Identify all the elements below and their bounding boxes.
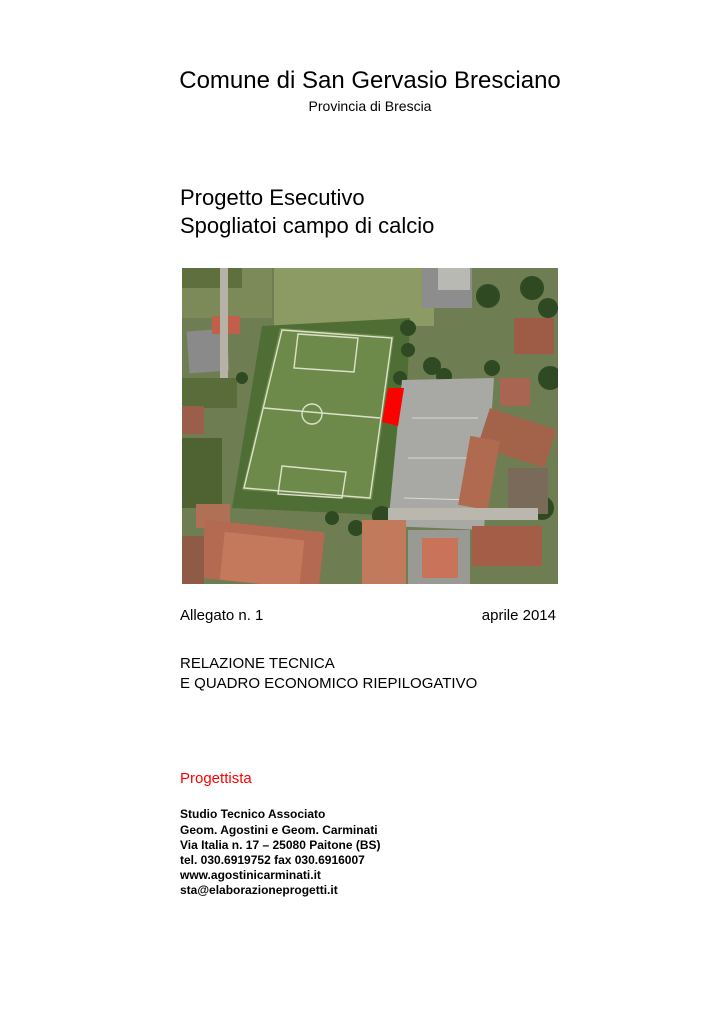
- aerial-site-photo: [182, 268, 558, 584]
- studio-website-link[interactable]: www.agostinicarminati.it: [180, 868, 321, 882]
- document-type-line-1: RELAZIONE TECNICA: [180, 655, 335, 672]
- province-subtitle: Provincia di Brescia: [308, 98, 432, 114]
- attachment-number: Allegato n. 1: [180, 607, 264, 624]
- studio-partners: Geom. Agostini e Geom. Carminati: [180, 823, 378, 837]
- studio-address: Via Italia n. 17 – 25080 Paitone (BS): [180, 838, 381, 852]
- studio-phone-fax: tel. 030.6919752 fax 030.6916007: [180, 853, 365, 867]
- project-title-line-1: Progetto Esecutivo: [180, 185, 365, 210]
- document-date: aprile 2014: [481, 607, 556, 624]
- designer-heading: Progettista: [180, 770, 252, 787]
- studio-email-link[interactable]: sta@elaborazioneprogetti.it: [180, 883, 338, 897]
- municipality-title: Comune di San Gervasio Bresciano: [179, 67, 561, 94]
- project-title-line-2: Spogliatoi campo di calcio: [180, 213, 435, 238]
- studio-name: Studio Tecnico Associato: [180, 807, 326, 821]
- document-type-line-2: E QUADRO ECONOMICO RIEPILOGATIVO: [180, 675, 478, 692]
